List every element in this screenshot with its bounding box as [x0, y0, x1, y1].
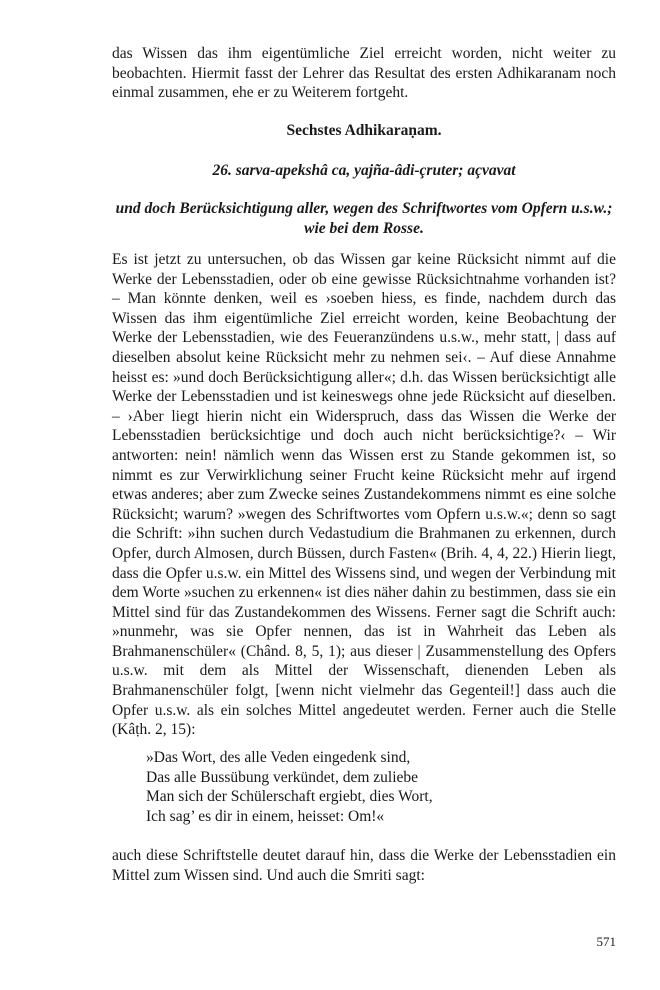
body-paragraph: Es ist jetzt zu untersuchen, ob das Wissen gar keine Rücksicht nimmt auf die Werke der Lebensstadien, oder ob eine gewisse Rücksichtnahme vorhanden ist? – Man könnte denken, weil es ›soeben hiess, es finde, nachdem durch das Wissen das ihm eigentümliche Ziel erreicht worden, keine Beobachtung der Werke der Lebensstadien, wie des Feueranzündens u.s.w., mehr statt, | dass auf dieselben absolut keine Rücksicht mehr zu nehmen sei‹. – Auf diese Annahme heisst es: »und doch Berücksichtigung aller«; d.h. das Wissen berücksichtigt alle Werke der Lebensstadien und ist keineswegs ohne jede Rücksicht auf dieselben. – ›Aber liegt hierin nicht ein Widerspruch, dass das Wissen die Werke der Lebensstadien berücksichtige und doch auch nicht berücksichtige?‹ – Wir antworten: nein! nämlich wenn das Wissen erst zu Stande gekommen ist, so nimmt es zur Verwirklichung seiner Frucht keine Rücksicht mehr auf irgend etwas anderes; aber zum Zwecke seines Zustandekommens nimmt es eine solche Rücksicht; warum? »wegen des Schriftwortes vom Opfern u.s.w.«; denn so sagt die Schrift: »ihn suchen durch Vedastudium die Brahmanen zu erkennen, durch Opfer, durch Almosen, durch Büssen, durch Fasten« (Brih. 4, 4, 22.) Hierin liegt, dass die Opfer u.s.w. ein Mittel des Wissens sind, und wegen der Verbindung mit dem Worte »suchen zu erkennen« ist dies näher dahin zu bestimmen, dass sie ein Mittel sind für das Zustandekommen des Wissens. Ferner sagt die Schrift auch: »nunmehr, was sie Opfer nennen, das ist in Wahrheit das Leben als Brahmanenschüler« (Chând. 8, 5, 1); aus dieser | Zusammenstellung des Opfers u.s.w. mit dem als Mittel der Wissenschaft, dienenden Leben als Brahmanenschüler folgt, [wenn nicht vielmehr das Gegenteil!] dass auch die Opfer u.s.w. als ein solches Mittel angedeutet werden. Ferner auch die Stelle (Kâṭh. 2, 15): [112, 251, 616, 739]
sutra-line: 26. sarva-apekshâ ca, yajña-âdi-çruter; açvavat [212, 162, 516, 179]
intro-paragraph: das Wissen das ihm eigentümliche Ziel erreicht worden, nicht weiter zu beobachten. Hiermit fasst der Lehrer das Resultat des ersten Adhikaranam noch einmal zusammen, ehe er zu Weiterem fortgeht. [112, 45, 616, 102]
section-heading: Sechstes Adhikaraṇam. [286, 122, 442, 139]
verse-quote [146, 748, 606, 826]
verse-line: »Das Wort, des alle Veden eingedenk sind, [146, 749, 411, 766]
page-number: 571 [596, 934, 616, 949]
sutra-translation: und doch Berücksichtigung aller, wegen des Schriftwortes vom Opfern u.s.w.; wie bei dem Rosse. [115, 200, 613, 237]
verse-line: Das alle Bussübung verkündet, dem zuliebe [146, 768, 419, 786]
verse-line: Ich sag’ es dir in einem, heisset: Om!« [146, 807, 385, 825]
verse-line: Man sich der Schülerschaft ergiebt, dies Wort, [146, 788, 433, 806]
closing-paragraph: auch diese Schriftstelle deutet darauf hin, dass die Werke der Lebensstadien ein Mittel zum Wissen sind. Und auch die Smriti sagt: [112, 847, 616, 884]
